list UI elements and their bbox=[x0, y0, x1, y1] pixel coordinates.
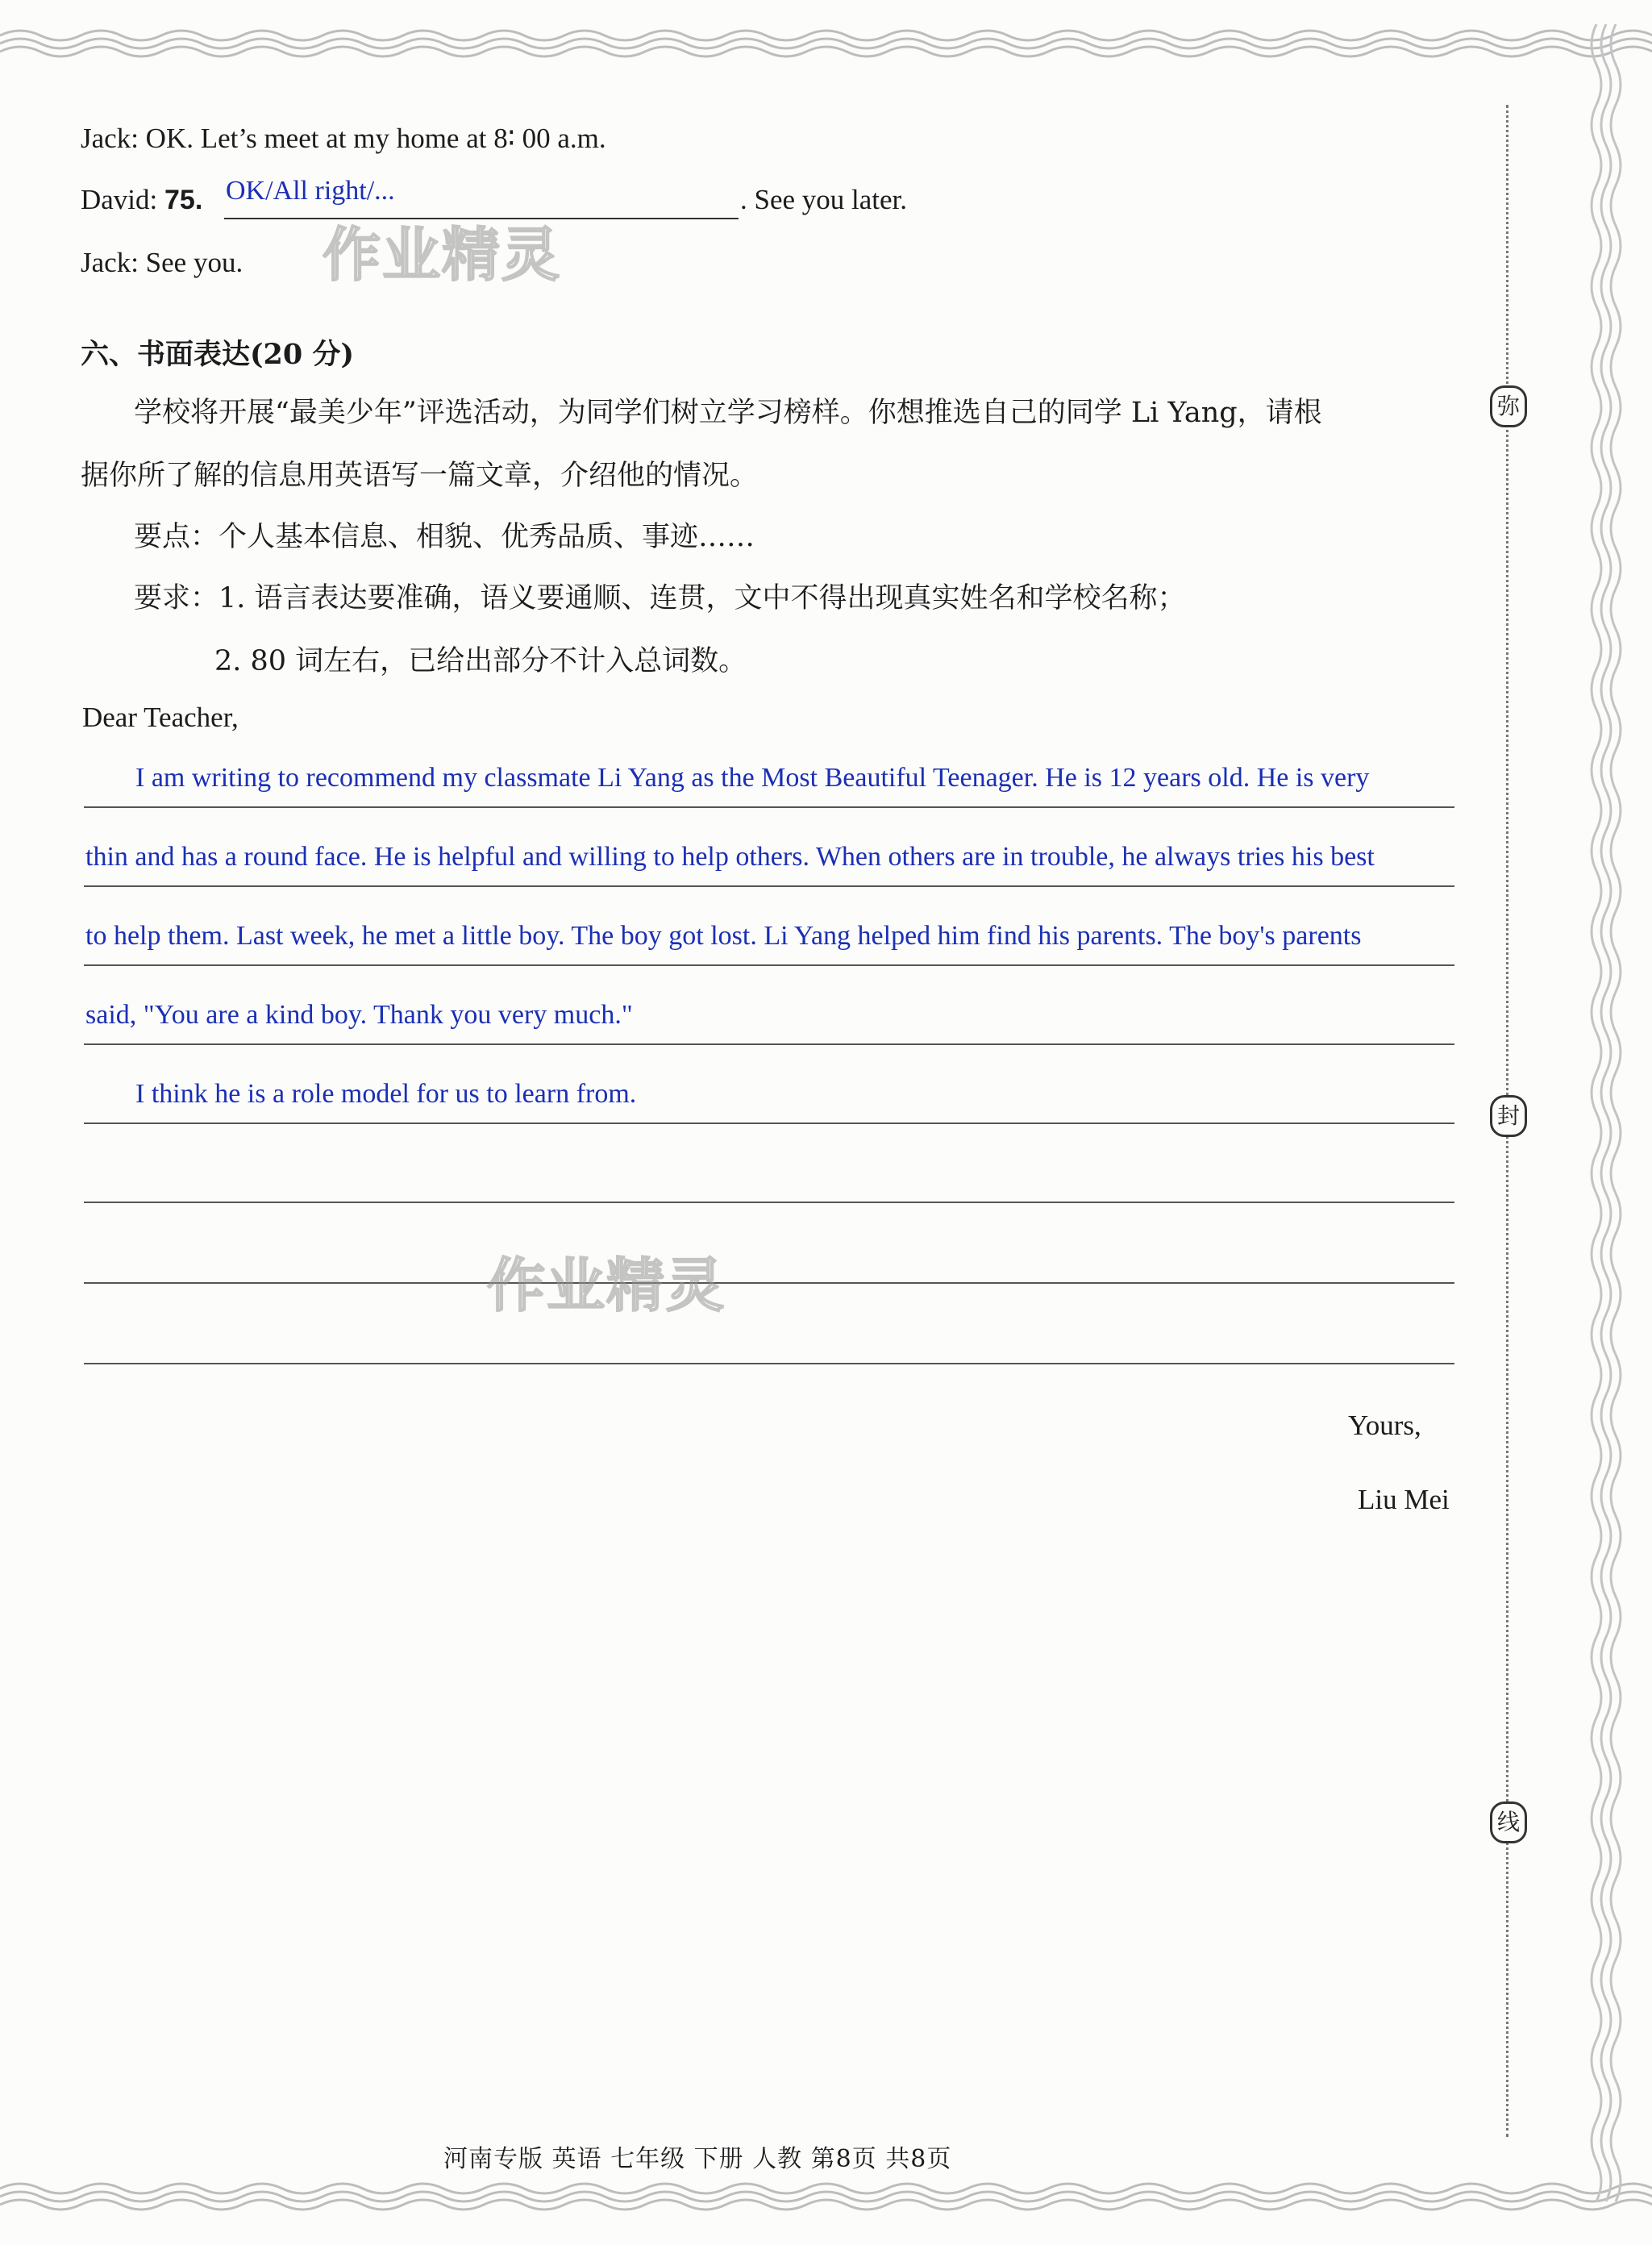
writing-rule bbox=[84, 1122, 1454, 1124]
letter-line-2: thin and has a round face. He is helpful and willing to help others. When others are in trouble, he always tries his best bbox=[85, 842, 1375, 872]
dialog-after-text: . See you later. bbox=[740, 184, 908, 215]
bottom-wave-border bbox=[0, 2177, 1652, 2219]
side-wave-border bbox=[1580, 24, 1637, 2218]
requirement-2: 2. 80 词左右，已给出部分不计入总词数。 bbox=[214, 645, 747, 677]
writing-rule bbox=[84, 885, 1454, 887]
dialog-text: See you. bbox=[145, 247, 243, 278]
speaker-jack: Jack: bbox=[81, 123, 139, 154]
letter-greeting: Dear Teacher, bbox=[82, 702, 239, 733]
watermark-logo: 作业精灵 bbox=[487, 1252, 726, 1319]
prompt-line-2: 据你所了解的信息用英语写一篇文章，介绍他的情况。 bbox=[81, 460, 759, 492]
section-heading: 六、书面表达(20 分) bbox=[81, 338, 355, 371]
dialog-line-3 bbox=[81, 247, 243, 279]
watermark-logo: 作业精灵 bbox=[322, 221, 562, 289]
page-footer: 河南专版 英语 七年级 下册 人教 第8页 共8页 bbox=[443, 2145, 952, 2173]
dialog-text: OK. Let’s meet at my home at 8∶ 00 a.m. bbox=[145, 123, 606, 154]
speaker-jack: Jack: bbox=[81, 247, 139, 278]
letter-closing: Yours, bbox=[1348, 1410, 1421, 1441]
writing-rule bbox=[84, 1202, 1454, 1203]
writing-rule bbox=[84, 964, 1454, 966]
answer-75: OK/All right/... bbox=[226, 176, 395, 206]
binding-mark-xian: 线 bbox=[1490, 1801, 1527, 1843]
writing-rule bbox=[84, 1043, 1454, 1045]
speaker-david: David: bbox=[81, 184, 158, 215]
dialog-line-2 bbox=[81, 184, 202, 216]
letter-signature: Liu Mei bbox=[1358, 1484, 1450, 1515]
letter-line-4: said, "You are a kind boy. Thank you very much." bbox=[85, 1000, 633, 1030]
requirement-1: 要求：1. 语言表达要准确，语义要通顺、连贯，文中不得出现真实姓名和学校名称； bbox=[134, 582, 1186, 614]
binding-mark-feng: 封 bbox=[1490, 1095, 1527, 1137]
top-wave-border bbox=[0, 24, 1652, 66]
prompt-line-1: 学校将开展“最美少年”评选活动，为同学们树立学习榜样。你想推选自己的同学 Li Yang，请根 bbox=[134, 397, 1322, 429]
letter-line-5: I think he is a role model for us to learn from. bbox=[135, 1079, 637, 1109]
writing-rule bbox=[84, 806, 1454, 808]
dialog-line-1 bbox=[81, 123, 606, 155]
writing-rule bbox=[84, 1282, 1454, 1284]
question-number: 75. bbox=[164, 185, 203, 215]
letter-line-1: I am writing to recommend my classmate Li Yang as the Most Beautiful Teenager. He is 12 years old. He is very bbox=[135, 763, 1370, 793]
binding-mark-mi: 弥 bbox=[1490, 385, 1527, 427]
writing-rule bbox=[84, 1363, 1454, 1364]
letter-line-3: to help them. Last week, he met a little boy. The boy got lost. Li Yang helped him find his parents. The boy's parents bbox=[85, 921, 1362, 951]
key-points: 要点：个人基本信息、相貌、优秀品质、事迹…… bbox=[134, 521, 755, 553]
